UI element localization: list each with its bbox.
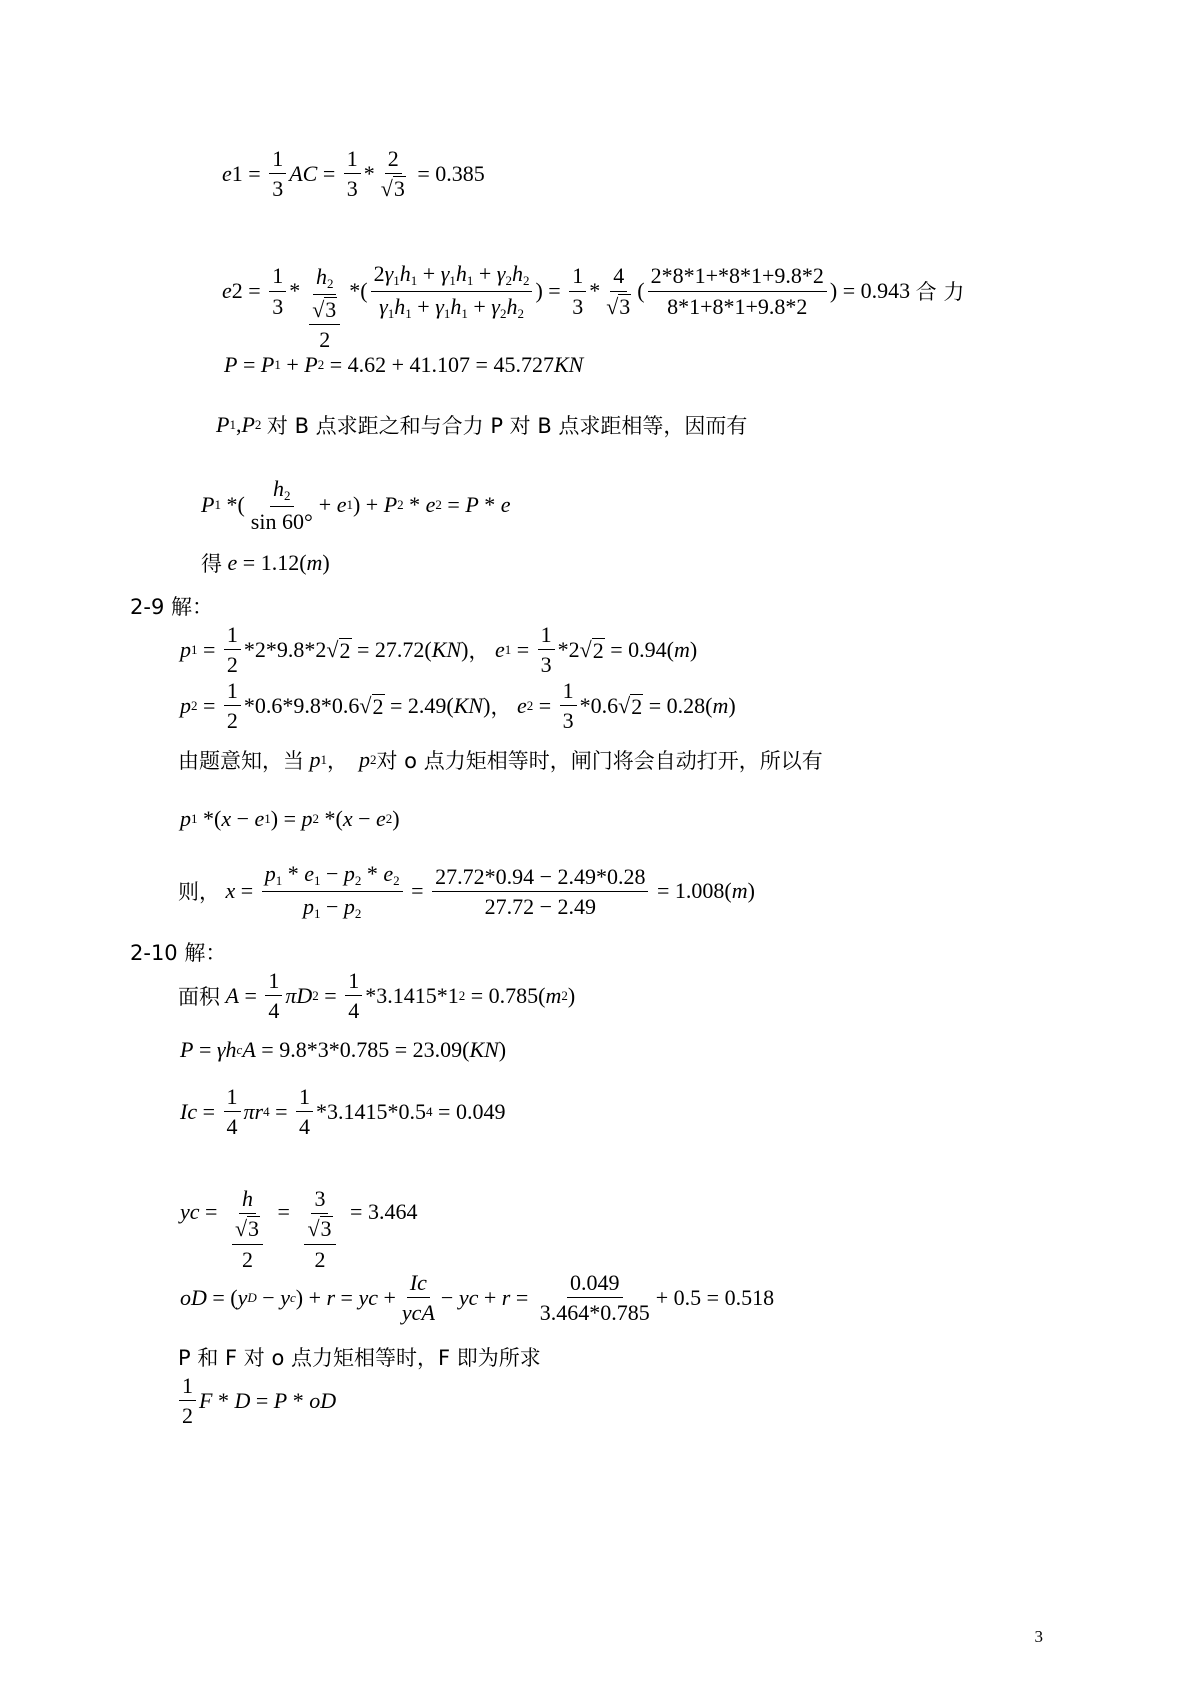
- text-moment-sum: P 1 , P 2 对 B 点求距之和与合力 P 对 B 点求距相等，因而有: [216, 412, 748, 438]
- p2-value: 2.49: [407, 692, 447, 718]
- eq-pressure: P = γh c A = 9.8*3*0.785 = 23.09 ( KN ): [180, 1037, 507, 1062]
- pressure-value: 23.09: [412, 1037, 463, 1062]
- x-value: 1.008: [674, 878, 725, 904]
- eq-moment: P 1 *( $\frac{h_2}{\sin 60^\circ}$ + e 1 ) + P 2 * e 2 = P * e: [201, 476, 511, 534]
- mianji-label: 面积: [178, 984, 220, 1009]
- moment-sum-text: 对 B 点求距之和与合力 P 对 B 点求距相等，因而有: [266, 414, 748, 438]
- eq-x: 则， x = $\frac{p_1 * e_1 - p_2 * e_2}{p_1 - p_2}$ = $\frac{27.72*0.94 - 2.49*0.28}{27.72 - 2.49}$ = 1.008 ( m ): [178, 861, 755, 921]
- text-pf: [178, 1342, 541, 1372]
- comma-2: ，: [490, 694, 512, 719]
- eq-ic: Ic = $\frac{1}{4}$ πr 4 = $\frac{1}{4}$ *3.1415*0.5 4 = 0.049: [180, 1084, 506, 1140]
- e2-value: 0.943: [860, 278, 911, 304]
- p1-value: 27.72: [374, 636, 425, 662]
- eq-final: $\frac{1}{2}$ F * D = P * oD: [176, 1373, 336, 1429]
- eq-p1: p 1 = $\frac{1}{2}$ *2*9.8*2 √ 2 = 27.72 ( KN ) ， e 1 = $\frac{1}{3}$ *2 √ 2 = 0.94 ( m ): [180, 622, 698, 678]
- yc-value: 3.464: [367, 1198, 418, 1224]
- ze-label: 则，: [178, 880, 220, 905]
- comma-1: ，: [468, 638, 490, 663]
- eq-e-result: 得 e = 1.12 ( m ): [201, 550, 330, 576]
- page-number: 3: [1034, 1627, 1043, 1646]
- heading-2-10-text: 2-10 解：: [130, 941, 227, 965]
- text-condition: 由题意知，当 p 1 ， p 2 对 o 点力矩相等时，闸门将会自动打开，所以有: [178, 747, 823, 773]
- eq-p2: p 2 = $\frac{1}{2}$ *0.6*9.8*0.6 √ 2 = 2.49 ( KN ) ， e 2 = $\frac{1}{3}$ *0.6 √ 2 = 0.28 ( m ): [180, 678, 736, 734]
- heading-2-9-text: 2-9 解：: [130, 595, 213, 619]
- e1b-value: 0.94: [628, 636, 667, 662]
- youtiyi-text: 由题意知，当: [178, 749, 304, 773]
- eq-od: oD = ( y D − y c ) + r = yc + $\frac{Ic}{\text{ycA}}$ − yc + r = $\frac{0.049}{3.464*0.785}$ + 0.5 = 0.518: [180, 1270, 775, 1326]
- eq-p-total: P = P 1 + P 2 = 4.62 + 41.107 = 45.727 KN: [224, 352, 584, 377]
- heading-2-10: [130, 937, 226, 967]
- ic-value: 0.049: [455, 1098, 506, 1124]
- e2b-value: 0.28: [666, 692, 706, 718]
- area-value: 0.785: [488, 982, 539, 1008]
- de-label: 得: [201, 552, 222, 576]
- comma-3: ，: [327, 749, 348, 773]
- eq-area: 面积 A = $\frac{1}{4}$ πD 2 = $\frac{1}{4}$ *3.1415*1 2 = 0.785 ( m 2 ): [178, 968, 576, 1024]
- eq-e1: e 1 = $\frac{1}{3}$ AC = $\frac{1}{3}$ * 2 √ 3 = 0.385: [222, 146, 485, 202]
- eq-yc: yc = h √ 3 2 = 3 √ 3 2 = 3.464: [180, 1186, 418, 1272]
- p-total-value: 45.727: [493, 352, 554, 377]
- eq-moment-balance: p 1 *( x − e 1 ) = p 2 *( x − e 2 ): [180, 806, 400, 831]
- eq-e2: e 2 = $\frac{1}{3}$ * $h_2$ √ 3 2 *( $\frac{2\gamma_1h_1 + \gamma_1h_1 + \gamma_2h_2}{\gamma_1h_1 + \gamma_1h_1 + \gamma_2h_2}$ ) = $\frac{1}{3}$ * 4 √ 3 ( $\frac{2*8*1+*8*1+9.8*2}{8*1+8*1+9.8*2}$ ) = 0.943 合 力: [222, 260, 965, 353]
- e1-value: 0.385: [435, 160, 485, 186]
- heading-2-9: [130, 591, 213, 621]
- od-value: 0.518: [724, 1284, 775, 1310]
- heli-label: 合 力: [915, 280, 965, 305]
- pf-text: P 和 F 对 o 点力矩相等时，F 即为所求: [178, 1346, 541, 1370]
- dui-o-text: 对 o 点力矩相等时，闸门将会自动打开，所以有: [376, 749, 823, 773]
- e-value: 1.12: [260, 550, 300, 575]
